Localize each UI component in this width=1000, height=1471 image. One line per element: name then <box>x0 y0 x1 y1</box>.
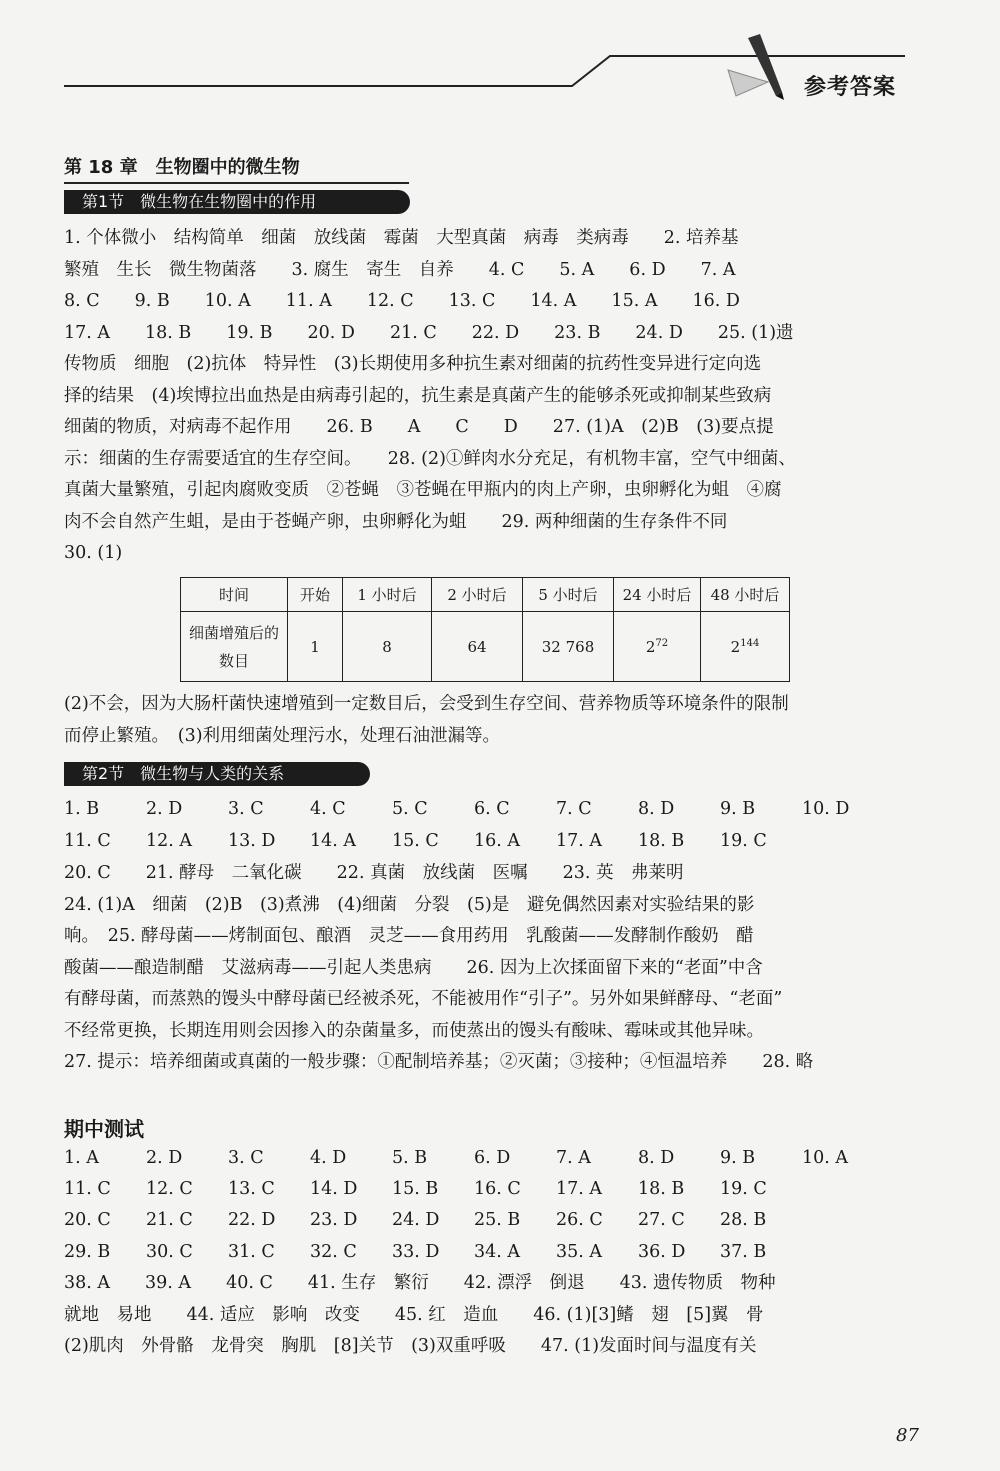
answer: 16. C <box>474 1179 521 1199</box>
answer: 35. A <box>556 1242 603 1262</box>
answer-row <box>64 1237 802 1269</box>
answer: 37. B <box>720 1242 767 1262</box>
text-line: 8. C 9. B 10. A 11. A 12. C 13. C 14. A 15. A 16. D <box>64 291 740 311</box>
answer: 19. C <box>720 1179 767 1199</box>
table-cell <box>614 612 701 682</box>
text-line: 17. A 18. B 19. B 20. D 21. C 22. D 23. B 24. D 25. (1)遗 <box>64 322 794 343</box>
table-header: 1 小时后 <box>343 578 432 612</box>
answer: 15. C <box>392 831 439 851</box>
answer: 1. B <box>64 799 100 819</box>
table-header: 2 小时后 <box>432 578 523 612</box>
answer: 9. B <box>720 799 756 819</box>
table-header: 时间 <box>181 578 288 612</box>
answer: 1. A <box>64 1148 99 1168</box>
answer: 7. A <box>556 1148 591 1168</box>
table-header: 24 小时后 <box>614 578 701 612</box>
answer: 21. C <box>146 1210 193 1230</box>
answer: 17. A <box>556 1179 603 1199</box>
answer: 15. B <box>392 1179 439 1199</box>
answer: 34. A <box>474 1242 521 1262</box>
answer-row <box>64 1205 802 1237</box>
bacteria-growth-table <box>180 577 790 682</box>
table-header: 开始 <box>288 578 343 612</box>
text-line: 肉不会自然产生蛆，是由于苍蝇产卵，虫卵孵化为蛆 29. 两种细菌的生存条件不同 <box>64 511 728 532</box>
answer-row <box>64 794 884 826</box>
section2-text <box>64 858 909 1079</box>
text-line: 有酵母菌，而蒸熟的馒头中酵母菌已经被杀死，不能被用作“引子”。另外如果鲜酵母、“老面” <box>64 989 783 1009</box>
midterm-title: 期中测试 <box>64 1117 144 1141</box>
answer: 36. D <box>638 1242 686 1262</box>
text-line: 真菌大量繁殖，引起肉腐败变质 ②苍蝇 ③苍蝇在甲瓶内的肉上产卵，虫卵孵化为蛆 ④腐 <box>64 480 782 500</box>
answer: 8. D <box>638 799 675 819</box>
table-cell: 64 <box>432 612 523 682</box>
answer: 14. A <box>310 831 357 851</box>
power-exponent: 144 <box>740 637 760 649</box>
answer: 5. C <box>392 799 428 819</box>
section2-title: 第2节 微生物与人类的关系 <box>64 762 370 786</box>
answer: 10. A <box>802 1148 849 1168</box>
table-cell: 32 768 <box>523 612 614 682</box>
text-line: (2)不会，因为大肠杆菌快速增殖到一定数目后，会受到生存空间、营养物质等环境条件的限制 <box>64 694 789 714</box>
text-line: 繁殖 生长 微生物菌落 3. 腐生 寄生 自养 4. C 5. A 6. D 7. A <box>64 259 736 280</box>
text-line: 响。 25. 酵母菌——烤制面包、酿酒 灵芝——食用药用 乳酸菌——发酵制作酸奶 醋 <box>64 926 754 946</box>
answer: 30. C <box>146 1242 193 1262</box>
answer: 32. C <box>310 1242 357 1262</box>
text-line: 不经常更换，长期连用则会因掺入的杂菌量多，而使蒸出的馒头有酸味、霉味或其他异味。 <box>64 1020 764 1041</box>
answer: 22. D <box>228 1210 276 1230</box>
answer-row <box>64 1143 884 1175</box>
table-header: 5 小时后 <box>523 578 614 612</box>
answer: 20. C <box>64 1210 111 1230</box>
table-cell: 8 <box>343 612 432 682</box>
pen-icon <box>728 34 784 100</box>
text-line: 20. C 21. 酵母 二氧化碳 22. 真菌 放线菌 医嘱 23. 英 弗莱明 <box>64 863 684 883</box>
power-base: 2 <box>645 637 656 656</box>
answer: 11. C <box>64 1179 111 1199</box>
answer: 10. D <box>802 799 850 819</box>
answer: 23. D <box>310 1210 358 1230</box>
text-line: 示：细菌的生存需要适宜的生存空间。 28. (2)①鲜肉水分充足，有机物丰富，空气中细菌、 <box>64 448 796 469</box>
table-cell <box>701 612 790 682</box>
chapter-underline <box>64 182 409 184</box>
text-line: 24. (1)A 细菌 (2)B (3)煮沸 (4)细菌 分裂 (5)是 避免偶然因素对实验结果的影 <box>64 894 755 915</box>
section1-title: 第1节 微生物在生物圈中的作用 <box>64 190 410 214</box>
answer: 27. C <box>638 1210 685 1230</box>
table-cell: 1 <box>288 612 343 682</box>
answer: 8. D <box>638 1148 675 1168</box>
answer: 7. C <box>556 799 592 819</box>
answer: 31. C <box>228 1242 275 1262</box>
text-line: 酸菌——酿造制醋 艾滋病毒——引起人类患病 26. 因为上次揉面留下来的“老面”中含 <box>64 957 763 978</box>
answer: 2. D <box>146 1148 183 1168</box>
answer: 18. B <box>638 1179 685 1199</box>
text-line: 38. A 39. A 40. C 41. 生存 繁衍 42. 漂浮 倒退 43. 遗传物质 物种 <box>64 1273 776 1293</box>
answer: 28. B <box>720 1210 767 1230</box>
answer-row <box>64 1174 802 1206</box>
answer: 3. C <box>228 799 264 819</box>
section1-after-table <box>64 689 909 752</box>
answer: 24. D <box>392 1210 440 1230</box>
text-line: 而停止繁殖。 (3)利用细菌处理污水，处理石油泄漏等。 <box>64 725 501 746</box>
table-row-label: 细菌增殖后的数目 <box>181 612 288 682</box>
text-line: (2)肌肉 外骨骼 龙骨突 胸肌 [8]关节 (3)双重呼吸 47. (1)发面时间与温度有关 <box>64 1336 757 1356</box>
answer: 6. C <box>474 799 510 819</box>
table-header: 48 小时后 <box>701 578 790 612</box>
answer: 4. C <box>310 799 346 819</box>
answer: 6. D <box>474 1148 511 1168</box>
power-base: 2 <box>730 637 741 656</box>
section1-text <box>64 223 909 570</box>
answer: 3. C <box>228 1148 264 1168</box>
text-line: 择的结果 (4)埃博拉出血热是由病毒引起的，抗生素是真菌产生的能够杀死或抑制某些致病 <box>64 385 772 406</box>
answer: 4. D <box>310 1148 347 1168</box>
power-exponent: 72 <box>655 637 669 649</box>
answer: 29. B <box>64 1242 111 1262</box>
answer: 14. D <box>310 1179 358 1199</box>
answer: 18. B <box>638 831 685 851</box>
answer: 2. D <box>146 799 183 819</box>
answer: 17. A <box>556 831 603 851</box>
text-line: 27. 提示：培养细菌或真菌的一般步骤：①配制培养基；②灭菌；③接种；④恒温培养 28. 略 <box>64 1052 814 1072</box>
midterm-text <box>64 1268 909 1363</box>
answer: 9. B <box>720 1148 756 1168</box>
answer: 33. D <box>392 1242 440 1262</box>
page-number: 87 <box>896 1425 919 1446</box>
answer: 13. C <box>228 1179 275 1199</box>
text-line: 传物质 细胞 (2)抗体 特异性 (3)长期使用多种抗生素对细菌的抗药性变异进行定向选 <box>64 354 762 374</box>
text-line: 30. (1) <box>64 543 123 563</box>
answer: 11. C <box>64 831 111 851</box>
answer: 13. D <box>228 831 276 851</box>
header-title: 参考答案 <box>804 75 897 100</box>
text-line: 1. 个体微小 结构简单 细菌 放线菌 霉菌 大型真菌 病毒 类病毒 2. 培养基 <box>64 228 739 248</box>
answer: 19. C <box>720 831 767 851</box>
answer: 12. C <box>146 1179 193 1199</box>
text-line: 就地 易地 44. 适应 影响 改变 45. 红 造血 46. (1)[3]鳍 翅 [5]翼 骨 <box>64 1304 764 1325</box>
chapter-title: 第 18 章 生物圈中的微生物 <box>64 157 300 178</box>
answer: 16. A <box>474 831 521 851</box>
answer-row <box>64 826 802 858</box>
answer: 5. B <box>392 1148 428 1168</box>
answer: 25. B <box>474 1210 521 1230</box>
answer: 26. C <box>556 1210 603 1230</box>
text-line: 细菌的物质，对病毒不起作用 26. B A C D 27. (1)A (2)B (3)要点提 <box>64 417 774 437</box>
answer: 12. A <box>146 831 193 851</box>
